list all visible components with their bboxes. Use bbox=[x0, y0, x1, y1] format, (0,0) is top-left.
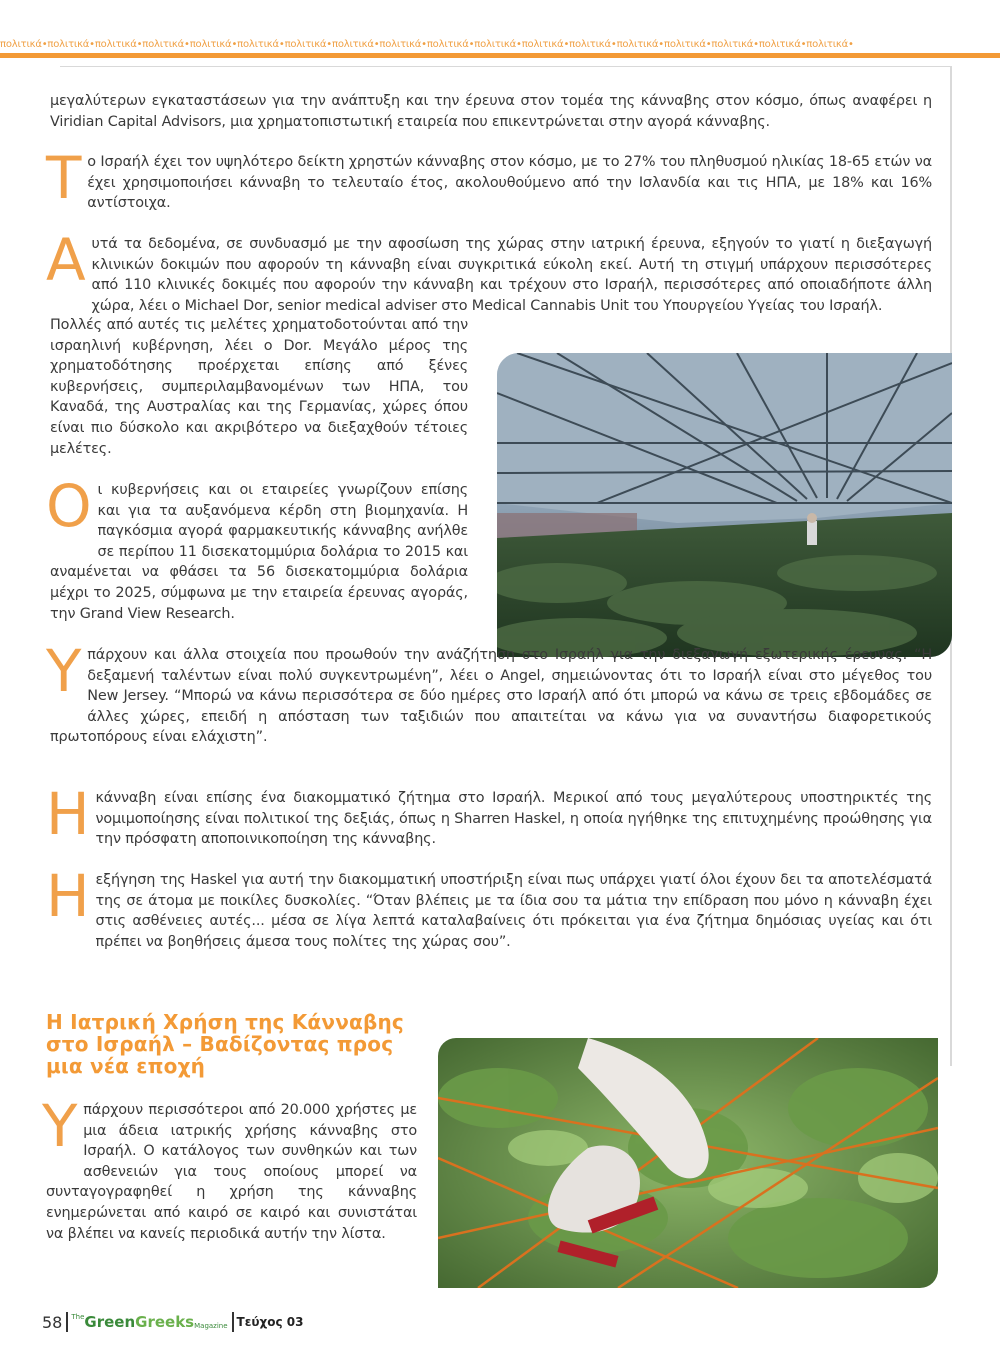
paragraph-text: κάνναβη είναι επίσης ένα διακομματικό ζήτημα στο Ισραήλ. Μερικοί από τους μεγαλύτερους υποστηρικτές της νομιμοποίησης είναι πολιτικοί της δεξιάς, όπως η Sharren Haskel, η οποία ηγήθηκε της επιτυχημένης προώθησης για την πρόσφατη αποποινικοποίηση της κάνναβης. bbox=[95, 790, 932, 848]
paragraph-5 bbox=[46, 472, 468, 624]
drop-cap: Ο bbox=[46, 472, 92, 540]
paragraph-text: μεγαλύτερων εγκαταστάσεων για την ανάπτυξη και την έρευνα στον τομέα της κάνναβης στον κόσμο, όπως αναφέρει η Viridian Capital Advisors, μια χρηματοπιστωτική εταιρεία που επικεντρώνεται στην αγορά κάνναβης. bbox=[50, 93, 932, 130]
brand-magazine: Magazine bbox=[194, 1322, 228, 1330]
paragraph-8 bbox=[46, 862, 932, 952]
paragraph-7 bbox=[46, 780, 932, 852]
paragraph-6 bbox=[46, 637, 932, 748]
frame-top-line bbox=[60, 66, 952, 67]
paragraph-3 bbox=[46, 226, 932, 316]
brand-green: Green bbox=[84, 1313, 136, 1331]
paragraph-9 bbox=[42, 1092, 417, 1244]
section-subheading: Η Ιατρική Χρήση της Κάνναβης στο Ισραήλ – Βαδίζοντας προς μια νέα εποχή bbox=[46, 1010, 404, 1078]
paragraph-2 bbox=[46, 144, 932, 216]
paragraph-text: Πολλές από αυτές τις μελέτες χρηματοδοτούνται από την ισραηλινή κυβέρνηση, λέει ο Dor. Μεγάλο μέρος της χρηματοδότησης προέρχεται επίσης από ξένες κυβερνήσεις, συμπεριλαμβανομένων των ΗΠΑ, του Καναδά, της Αυστραλίας και της Γερμανίας, χώρες όπου είναι πιο δύσκολο και ακριβότερο να διεξαχθούν τέτοιες μελέτες. bbox=[50, 317, 468, 457]
brand-greeks: Greeks bbox=[135, 1313, 195, 1331]
section-band: πολιτικά•πολιτικά•πολιτικά•πολιτικά•πολιτικά•πολιτικά•πολιτικά•πολιτικά•πολιτικά•πολιτικά•πολιτικά•πολιτικά•πολιτικά•πολιτικά•πολιτικά•πολιτικά•πολιτικά•πολιτικά• bbox=[0, 39, 854, 50]
paragraph-text: εξήγηση της Haskel για αυτή την διακομματική υποστήριξη είναι πως υπάρχει γιατί όλοι έχουν δει τα αποτελέσματά της σε άτομα με ποικίλες δυσκολίες. “Όταν βλέπεις με τα ίδια σου τα μάτια την επίδραση που μόνο η κάνναβη έχει στις ασθένειες αυτές... μέσα σε λίγα λεπτά καταλαβαίνεις ότι πρόκειται για ένα ζήτημα δημόσιας υγείας και ότι πρέπει να βοηθήσεις άμεσα τους πολίτες της χώρας σου”. bbox=[95, 872, 932, 950]
paragraph-text: πάρχουν περισσότεροι από 20.000 χρήστες με μια άδεια ιατρικής χρήσης κάνναβης στο Ισραήλ. Ο κατάλογος των συνθηκών και των ασθενειών για τους οποίους μπορεί να συνταγογραφηθεί η χρήση της κάνναβης ενημερώνεται από καιρό σε καιρό και συνιστάται να βλέπει να κανείς περιοδικά αυτήν την λίστα. bbox=[46, 1102, 417, 1242]
footer-divider bbox=[232, 1312, 234, 1332]
footer-divider bbox=[66, 1312, 68, 1332]
drop-cap: Η bbox=[46, 780, 90, 848]
paragraph-1 bbox=[50, 91, 932, 132]
paragraph-text: ι κυβερνήσεις και οι εταιρείες γνωρίζουν επίσης και για τα αυξανόμενα κέρδη στη βιομηχανία. Η παγκόσμια αγορά φαρμακευτικής κάνναβης ανήλθε σε περίπου 11 δισεκατομμύρια δολάρια το 2015 και αναμένεται να φθάσει τα 56 δισεκατομμύρια δολάρια μέχρι το 2025, σύμφωνα με την εταιρεία έρευνας αγοράς, την Grand View Research. bbox=[50, 482, 468, 622]
drop-cap: Η bbox=[46, 862, 90, 930]
header-rule bbox=[0, 53, 1000, 58]
issue-number: Τεύχος 03 bbox=[236, 1315, 304, 1329]
page-footer bbox=[42, 1310, 304, 1334]
greenhouse-image bbox=[497, 353, 952, 657]
brand-the: The bbox=[71, 1313, 85, 1321]
harvest-photo bbox=[438, 1038, 938, 1288]
harvest-image bbox=[438, 1038, 938, 1288]
paragraph-4 bbox=[50, 315, 468, 459]
drop-cap: Α bbox=[46, 226, 86, 294]
paragraph-text: ο Ισραήλ έχει τον υψηλότερο δείκτη χρηστών κάνναβης στον κόσμο, με το 27% του πληθυσμού ηλικίας 18-65 ετών να έχει χρησιμοποιήσει κάνναβη το τελευταίο έτος, ακολουθούμενο από την Ισλανδία και τις ΗΠΑ, με 18% και 16% αντίστοιχα. bbox=[87, 154, 932, 212]
greenhouse-photo bbox=[497, 353, 952, 657]
drop-cap: Υ bbox=[42, 1092, 78, 1160]
paragraph-text: πάρχουν και άλλα στοιχεία που προωθούν την ανάζήτηση στο Ισραήλ για την διεξαγωγή εξωτερικής έρευνας. “Η δεξαμενή ταλέντων είναι πολύ συγκεντρωμένη”, λέει ο Angel, σημειώνοντας ότι το Ισραήλ είναι στο μέγεθος του New Jersey. “Μπορώ να κάνω περισσότερα σε δύο ημέρες στο Ισραήλ από ότι μπορώ να κάνω σε τρεις εβδομάδες σε άλλες χώρες, επειδή η απόσταση των ταξιδιών που απαιτείται να κάνω για να συναντήσω διαφορετικούς πρωτοπόρους είναι ελάχιστη”. bbox=[50, 647, 932, 746]
paragraph-text: υτά τα δεδομένα, σε συνδυασμό με την αφοσίωση της χώρας στην ιατρική έρευνα, εξηγούν το γιατί η διεξαγωγή κλινικών δοκιμών που αφορούν τη κάνναβη είναι συγκριτικά εύκολη εκεί. Αυτή τη στιγμή υπάρχουν περισσότερες από 110 κλινικές δοκιμές που αφορούν την κάνναβη και τρέχουν στο Ισραήλ, περισσότερες από οποιαδήποτε άλλη χώρα, λέει ο Michael Dor, senior medical adviser στο Medical Cannabis Unit του Υπουργείου Υγείας του Ισραήλ. bbox=[91, 236, 932, 314]
drop-cap: Υ bbox=[46, 637, 82, 705]
page-number: 58 bbox=[42, 1312, 63, 1332]
drop-cap: Τ bbox=[46, 144, 82, 212]
